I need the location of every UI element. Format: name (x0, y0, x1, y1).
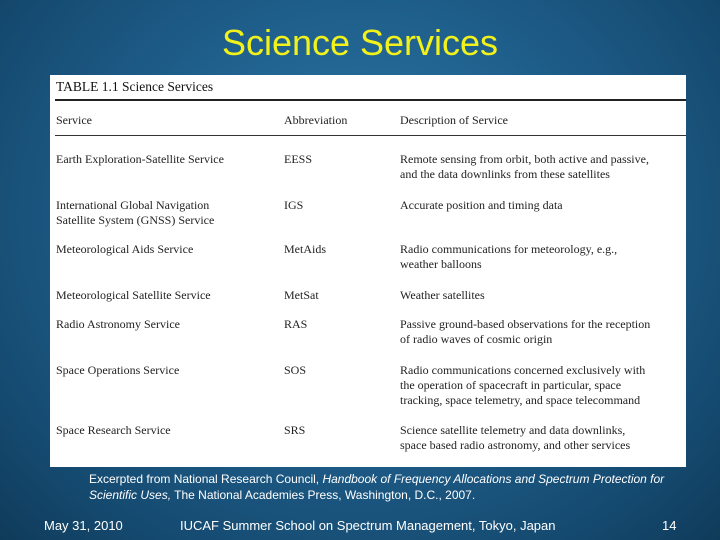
row-abbreviation: SOS (284, 363, 307, 377)
row-service: Meteorological Satellite Service (56, 288, 211, 302)
row-description: Accurate position and timing data (400, 198, 563, 212)
header-service: Service (56, 113, 92, 127)
page-number: 14 (662, 518, 677, 533)
row-abbreviation: MetSat (284, 288, 319, 302)
slide-title: Science Services (221, 22, 499, 63)
footer-event: IUCAF Summer School on Spectrum Management, Tokyo, Japan (180, 518, 556, 533)
row-abbreviation: EESS (284, 152, 313, 166)
row-description: Passive ground-based observations for the reception of radio waves of cosmic origin (400, 317, 651, 346)
header-description: Description of Service (400, 113, 508, 127)
row-description: Remote sensing from orbit, both active and passive, and the data downlinks from these satellites (400, 152, 649, 181)
row-service: Radio Astronomy Service (56, 317, 180, 331)
science-services-table (50, 75, 686, 467)
row-service: Space Operations Service (56, 363, 180, 377)
table-caption: TABLE 1.1 Science Services (56, 79, 214, 94)
row-service: International Global Navigation Satellite System (GNSS) Service (56, 198, 215, 227)
row-description: Radio communications concerned exclusively with the operation of spacecraft in particular, space tracking, space telemetry, and space telecommand (400, 363, 646, 407)
row-abbreviation: RAS (284, 317, 308, 331)
footnote-prefix: Excerpted from National Research Council, (89, 472, 323, 486)
footnote-book-title: Handbook of Frequency Allocations and Spectrum Protection for Scientific Uses, (89, 472, 665, 502)
row-abbreviation: SRS (284, 423, 306, 437)
row-description: Radio communications for meteorology, e.g., weather balloons (400, 242, 618, 271)
row-service: Space Research Service (56, 423, 171, 437)
row-abbreviation: MetAids (284, 242, 326, 256)
source-footnote (89, 471, 689, 503)
row-abbreviation: IGS (284, 198, 304, 212)
footnote-suffix: The National Academies Press, Washington, D.C., 2007. (171, 488, 476, 502)
row-service: Meteorological Aids Service (56, 242, 194, 256)
row-description: Science satellite telemetry and data downlinks, space based radio astronomy, and other services (400, 423, 631, 452)
header-abbreviation: Abbreviation (284, 113, 348, 127)
table-top-rule (55, 99, 686, 101)
header-rule (55, 135, 686, 136)
row-service: Earth Exploration-Satellite Service (56, 152, 224, 166)
footer-date: May 31, 2010 (44, 518, 123, 533)
row-description: Weather satellites (400, 288, 485, 302)
